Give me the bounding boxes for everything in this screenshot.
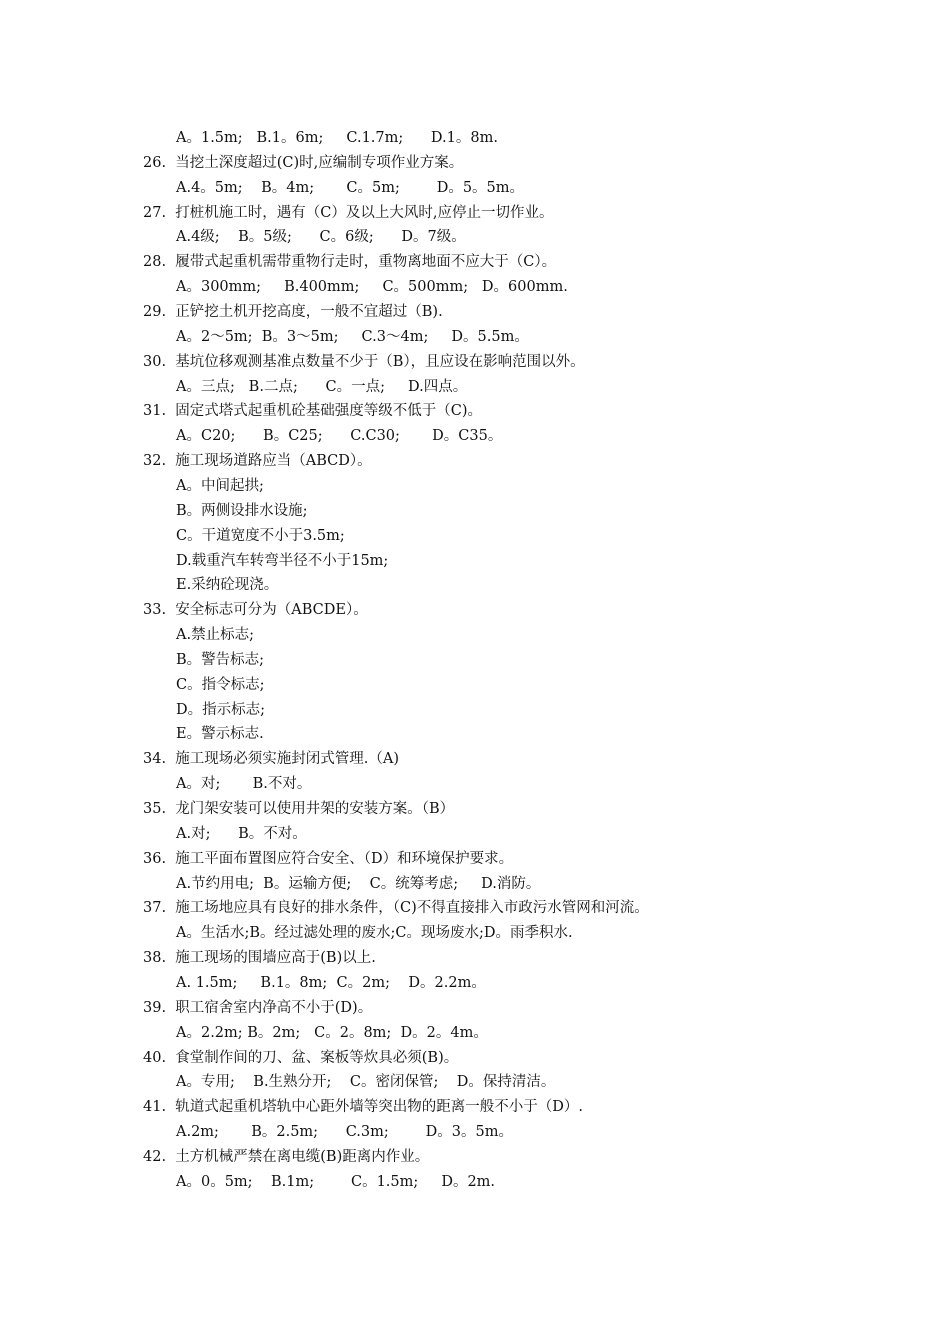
option-line: A。2～5m; B。3～5m; C.3～4m; D。5.5m。	[176, 328, 529, 345]
question-line: 32. 施工现场道路应当（ABCD）。	[143, 453, 372, 470]
option-line: B。两侧设排水设施;	[176, 502, 308, 519]
question-line: 27. 打桩机施工时，遇有（C）及以上大风时,应停止一切作业。	[143, 204, 554, 221]
option-line: C。干道宽度不小于3.5m;	[176, 527, 345, 544]
question-line: 28. 履带式起重机需带重物行走时，重物离地面不应大于（C）。	[143, 254, 557, 271]
question-line: 26. 当挖土深度超过(C)时,应编制专项作业方案。	[143, 154, 464, 171]
option-line: A。对; B.不对。	[176, 776, 312, 793]
question-line: 39. 职工宿舍室内净高不小于(D)。	[143, 999, 373, 1016]
option-line: A。三点; B.二点; C。一点; D.四点。	[176, 378, 468, 395]
option-line: A。生活水;B。经过滤处理的废水;C。现场废水;D。雨季积水.	[176, 925, 573, 942]
question-line: 34. 施工现场必须实施封闭式管理.（A)	[143, 751, 400, 768]
option-line: A.对; B。不对。	[176, 825, 307, 842]
option-line: D.载重汽车转弯半径不小于15m;	[176, 552, 389, 569]
option-line: A。300mm; B.400mm; C。500mm; D。600mm.	[176, 279, 568, 296]
option-line: E。警示标志.	[176, 726, 264, 743]
question-line: 36. 施工平面布置图应符合安全、（D）和环境保护要求。	[143, 850, 514, 867]
option-line: A.禁止标志;	[176, 627, 254, 643]
option-line: A。专用; B.生熟分开; C。密闭保管; D。保持清洁。	[176, 1074, 556, 1091]
question-line: 31. 固定式塔式起重机砼基础强度等级不低于（C)。	[143, 403, 483, 420]
option-line: A.2m; B。2.5m; C.3m; D。3。5m。	[176, 1124, 513, 1140]
option-line: A。0。5m; B.1m; C。1.5m; D。2m.	[176, 1173, 496, 1190]
option-line: E.采纳砼现浇。	[176, 577, 279, 594]
option-line: A.4级; B。5级; C。6级; D。7级。	[176, 229, 466, 246]
question-line: 40. 食堂制作间的刀、盆、案板等炊具必须(B)。	[143, 1049, 459, 1066]
option-line: A.4。5m; B。4m; C。5m; D。5。5m。	[176, 179, 525, 196]
option-line: A。中间起拱;	[176, 477, 264, 494]
option-line: C。指令标志;	[176, 676, 265, 693]
question-line: 38. 施工现场的围墙应高于(B)以上.	[143, 950, 376, 967]
option-line: D。指示标志;	[176, 701, 266, 718]
option-line: A。1.5m; B.1。6m; C.1.7m; D.1。8m.	[176, 130, 498, 146]
question-line: 42. 土方机械严禁在离电缆(B)距离内作业。	[143, 1148, 430, 1165]
option-line: B。警告标志;	[176, 651, 265, 668]
question-line: 37. 施工场地应具有良好的排水条件，（C)不得直接排入市政污水管网和河流。	[143, 900, 649, 917]
question-line: 33. 安全标志可分为（ABCDE）。	[143, 602, 368, 619]
option-line: A. 1.5m; B.1。8m; C。2m; D。2.2m。	[176, 974, 486, 991]
option-line: A。C20; B。C25; C.C30; D。C35。	[176, 428, 503, 445]
question-line: 41. 轨道式起重机塔轨中心距外墙等突出物的距离一般不小于（D）.	[143, 1099, 584, 1116]
question-line: 29. 正铲挖土机开挖高度，一般不宜超过（B).	[143, 304, 443, 320]
question-line: 30. 基坑位移观测基准点数量不少于（B），且应设在影响范围以外。	[143, 353, 585, 370]
option-line: A。2.2m; B。2m; C。2。8m; D。2。4m。	[176, 1024, 488, 1041]
question-line: 35. 龙门架安装可以使用井架的安装方案。（B）	[143, 801, 455, 817]
option-line: A.节约用电; B。运输方便; C。统筹考虑; D.消防。	[176, 875, 541, 892]
